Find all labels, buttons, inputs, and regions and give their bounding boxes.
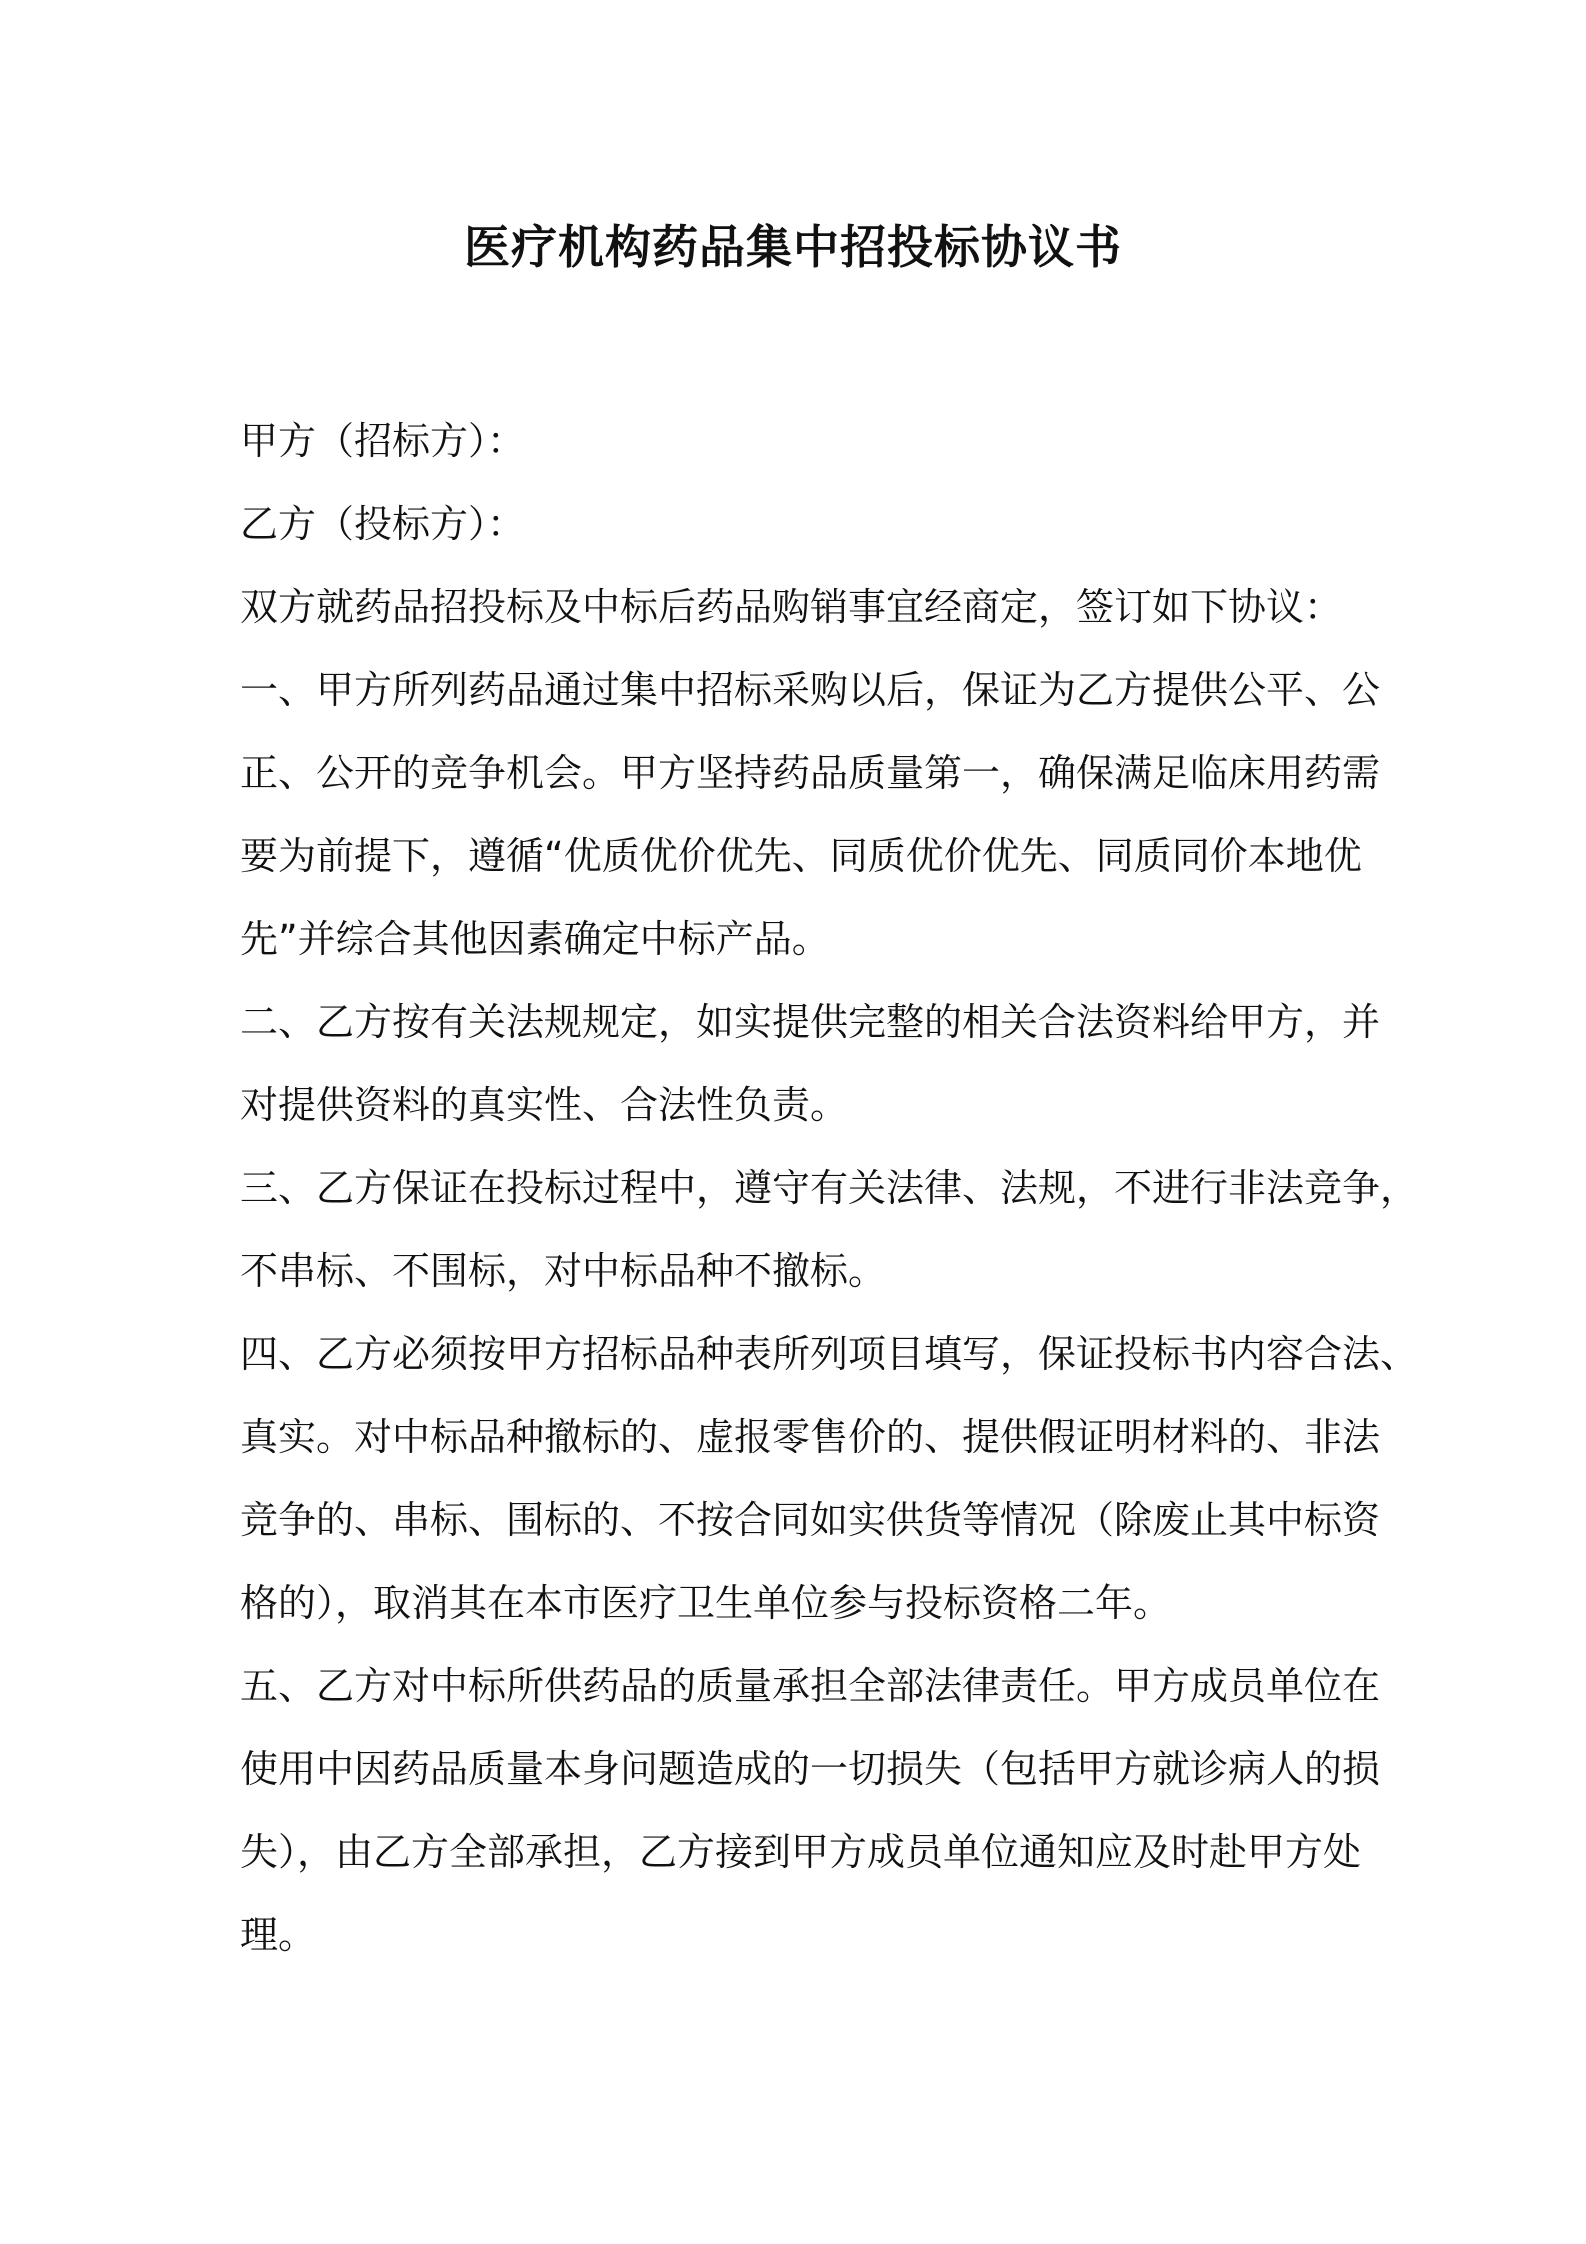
- clause-2-line-2: 对提供资料的真实性、合法性负责。: [240, 1083, 849, 1127]
- clause-5-line-2: 使用中因药品质量本身问题造成的一切损失（包括甲方就诊病人的损: [240, 1747, 1381, 1791]
- clause-5-line-3: 失），由乙方全部承担，乙方接到甲方成员单位通知应及时赴甲方处: [240, 1830, 1362, 1874]
- document-body: [240, 400, 1419, 1977]
- clause-2-line-1: 二、乙方按有关法规规定，如实提供完整的相关合法资料给甲方，并: [240, 1000, 1381, 1044]
- document-title: 医疗机构药品集中招投标协议书: [464, 220, 1122, 274]
- clause-4-line-2: 真实。对中标品种撤标的、虚报零售价的、提供假证明材料的、非法: [240, 1415, 1381, 1459]
- clause-5-line-1: 五、乙方对中标所供药品的质量承担全部法律责任。甲方成员单位在: [240, 1664, 1381, 1708]
- clause-4-line-4: 格的），取消其在本市医疗卫生单位参与投标资格二年。: [240, 1581, 1172, 1625]
- clause-4-line-3: 竞争的、串标、围标的、不按合同如实供货等情况（除废止其中标资: [240, 1498, 1381, 1542]
- clause-1-line-4: 先”并综合其他因素确定中标产品。: [240, 917, 830, 961]
- party-a-line: 甲方（招标方）：: [240, 419, 526, 463]
- clause-1-line-2: 正、公开的竞争机会。甲方坚持药品质量第一，确保满足临床用药需: [240, 751, 1381, 795]
- clause-3-line-2: 不串标、不围标，对中标品种不撤标。: [240, 1249, 887, 1293]
- party-b-line: 乙方（投标方）：: [240, 502, 526, 546]
- clause-3-line-1: 三、乙方保证在投标过程中，遵守有关法律、法规，不进行非法竞争，: [240, 1166, 1419, 1210]
- preamble-line: 双方就药品招投标及中标后药品购销事宜经商定，签订如下协议：: [240, 585, 1343, 629]
- clause-4-line-1: 四、乙方必须按甲方招标品种表所列项目填写，保证投标书内容合法、: [240, 1332, 1419, 1376]
- clause-5-line-4: 理。: [240, 1913, 317, 1957]
- clause-1-line-1: 一、甲方所列药品通过集中招标采购以后，保证为乙方提供公平、公: [240, 668, 1381, 712]
- clause-1-line-3: 要为前提下，遵循“优质优价优先、同质优价优先、同质同价本地优: [240, 834, 1362, 878]
